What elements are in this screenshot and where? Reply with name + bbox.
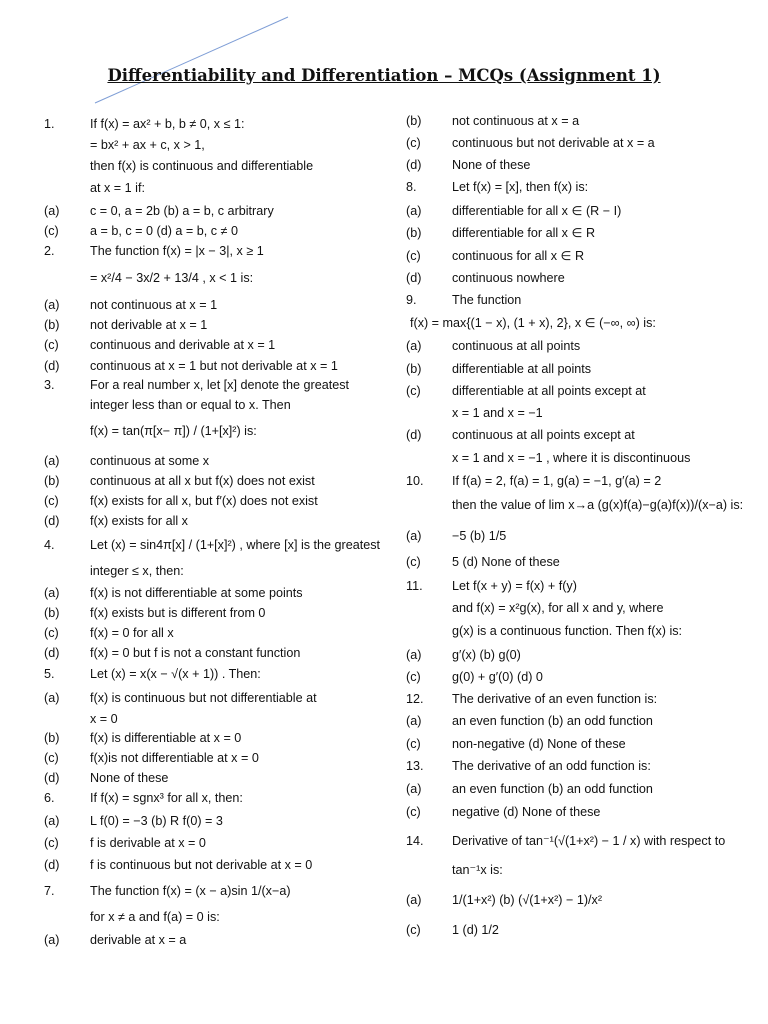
- item-label: (a): [406, 339, 422, 353]
- item-text: an even function (b) an odd function: [452, 782, 653, 796]
- item-label: (b): [44, 731, 60, 745]
- item-label: (b): [406, 114, 422, 128]
- item-text: f(x) is not differentiable at some points: [90, 586, 303, 600]
- item-label: 6.: [44, 791, 55, 805]
- item-text: then f(x) is continuous and differentiable: [90, 159, 314, 173]
- item-text: Let f(x + y) = f(x) + f(y): [452, 579, 577, 593]
- item-text: The function f(x) = |x − 3|, x ≥ 1: [90, 244, 264, 258]
- item-text: Derivative of tan⁻¹(√(1+x²) − 1 / x) with respect to: [452, 834, 726, 848]
- item-text: differentiable at all points except at: [452, 384, 646, 398]
- item-text: continuous and derivable at x = 1: [90, 338, 276, 352]
- item-text: negative (d) None of these: [452, 805, 601, 819]
- item-text: not continuous at x = a: [452, 114, 580, 128]
- item-text: x = 1 and x = −1 , where it is discontinuous: [452, 451, 691, 465]
- item-text: 1 (d) 1/2: [452, 923, 499, 937]
- item-label: (a): [44, 933, 60, 947]
- item-text: The derivative of an even function is:: [452, 692, 658, 706]
- item-label: (d): [406, 428, 422, 442]
- item-label: (c): [406, 670, 421, 684]
- item-label: (a): [44, 204, 60, 218]
- item-label: 11.: [406, 579, 423, 593]
- item-text: Let f(x) = [x], then f(x) is:: [452, 180, 589, 194]
- item-text: differentiable at all points: [452, 362, 592, 376]
- item-label: (c): [406, 805, 421, 819]
- item-label: (c): [406, 384, 421, 398]
- item-text: The function f(x) = (x − a)sin 1/(x−a): [90, 884, 291, 898]
- item-text: a = b, c = 0 (d) a = b, c ≠ 0: [90, 224, 238, 238]
- item-label: (a): [44, 586, 60, 600]
- item-label: (c): [44, 338, 59, 352]
- page-title: Differentiability and Differentiation – MCQs (Assignment 1): [107, 66, 661, 85]
- item-text: continuous at all x but f(x) does not exist: [90, 474, 315, 488]
- item-text: If f(a) = 2, f(a) = 1, g(a) = −1, g′(a) = 2: [452, 474, 662, 488]
- item-label: (d): [44, 646, 60, 660]
- item-text: The function: [452, 293, 522, 307]
- item-text: tan⁻¹x is:: [452, 863, 503, 877]
- item-label: (b): [406, 226, 422, 240]
- item-label: (a): [406, 529, 422, 543]
- item-label: (c): [44, 836, 59, 850]
- item-label: 10.: [406, 474, 424, 488]
- item-label: (c): [406, 737, 421, 751]
- item-text: f(x) exists for all x: [90, 514, 188, 528]
- item-label: 4.: [44, 538, 55, 552]
- item-label: (b): [406, 362, 422, 376]
- item-text: differentiable for all x ∈ R: [452, 226, 596, 240]
- item-text: f is derivable at x = 0: [90, 836, 206, 850]
- item-label: (a): [406, 893, 422, 907]
- item-text: Let (x) = x(x − √(x + 1)) . Then:: [90, 667, 261, 681]
- item-label: (d): [44, 359, 60, 373]
- item-text: differentiable for all x ∈ (R − I): [452, 204, 622, 218]
- item-text: integer less than or equal to x. Then: [90, 398, 291, 412]
- item-text: not continuous at x = 1: [90, 298, 218, 312]
- item-text: derivable at x = a: [90, 933, 187, 947]
- item-label: (b): [44, 318, 60, 332]
- item-text: g(0) + g′(0) (d) 0: [452, 670, 543, 684]
- item-text: g′(x) (b) g(0): [452, 648, 521, 662]
- item-label: (b): [44, 474, 60, 488]
- item-text: c = 0, a = 2b (b) a = b, c arbitrary: [90, 204, 274, 218]
- item-label: (a): [44, 454, 60, 468]
- item-label: (c): [406, 923, 421, 937]
- item-label: (a): [406, 648, 422, 662]
- item-text: continuous at all points: [452, 339, 581, 353]
- item-text: 1/(1+x²) (b) (√(1+x²) − 1)/x²: [452, 893, 603, 907]
- item-text: then the value of lim x→a (g(x)f(a)−g(a)f(x))/(x−a) is:: [452, 498, 744, 512]
- item-text: for x ≠ a and f(a) = 0 is:: [90, 910, 220, 924]
- item-label: 14.: [406, 834, 424, 848]
- item-text: f(x) exists for all x, but f′(x) does not exist: [90, 494, 318, 508]
- item-text: f(x) = 0 but f is not a constant function: [90, 646, 301, 660]
- item-text: f(x) = tan(π[x− π]) / (1+[x]²) is:: [90, 424, 257, 438]
- item-label: 8.: [406, 180, 417, 194]
- item-text: at x = 1 if:: [90, 181, 145, 195]
- item-text: x = 0: [90, 712, 118, 726]
- item-label: 5.: [44, 667, 55, 681]
- item-label: (a): [44, 814, 60, 828]
- item-label: (a): [406, 204, 422, 218]
- item-text: The derivative of an odd function is:: [452, 759, 651, 773]
- item-text: f(x) is differentiable at x = 0: [90, 731, 242, 745]
- item-text: and f(x) = x²g(x), for all x and y, where: [452, 601, 664, 615]
- item-text: continuous at some x: [90, 454, 210, 468]
- item-text: 5 (d) None of these: [452, 555, 560, 569]
- item-label: (c): [44, 626, 59, 640]
- item-text: not derivable at x = 1: [90, 318, 208, 332]
- item-label: 7.: [44, 884, 55, 898]
- item-text: −5 (b) 1/5: [452, 529, 507, 543]
- item-text: f(x) exists but is different from 0: [90, 606, 266, 620]
- item-label: 2.: [44, 244, 55, 258]
- item-text: = bx² + ax + c, x > 1,: [90, 138, 205, 152]
- item-label: (c): [406, 249, 421, 263]
- item-text: non-negative (d) None of these: [452, 737, 626, 751]
- item-label: (a): [44, 298, 60, 312]
- item-label: (d): [406, 271, 422, 285]
- item-text: f(x) = 0 for all x: [90, 626, 174, 640]
- item-text: integer ≤ x, then:: [90, 564, 184, 578]
- item-label: 1.: [44, 117, 55, 131]
- item-text: g(x) is a continuous function. Then f(x) is:: [452, 624, 683, 638]
- item-text: None of these: [452, 158, 531, 172]
- item-label: (a): [406, 782, 422, 796]
- item-label: (c): [406, 136, 421, 150]
- item-text: f(x) = max{(1 − x), (1 + x), 2}, x ∈ (−∞, ∞) is:: [410, 316, 656, 330]
- item-label: 3.: [44, 378, 55, 392]
- item-text: = x²/4 − 3x/2 + 13/4 , x < 1 is:: [90, 271, 254, 285]
- item-label: 13.: [406, 759, 424, 773]
- item-text: f is continuous but not derivable at x = 0: [90, 858, 313, 872]
- item-label: (d): [44, 514, 60, 528]
- item-label: (d): [44, 858, 60, 872]
- item-text: If f(x) = sgnx³ for all x, then:: [90, 791, 243, 805]
- item-label: (c): [44, 751, 59, 765]
- item-label: 12.: [406, 692, 424, 706]
- item-label: (d): [406, 158, 422, 172]
- item-label: (a): [406, 714, 422, 728]
- item-text: If f(x) = ax² + b, b ≠ 0, x ≤ 1:: [90, 117, 245, 131]
- item-text: None of these: [90, 771, 169, 785]
- item-text: continuous but not derivable at x = a: [452, 136, 655, 150]
- item-text: continuous at all points except at: [452, 428, 635, 442]
- item-label: (a): [44, 691, 60, 705]
- item-label: 9.: [406, 293, 417, 307]
- item-text: an even function (b) an odd function: [452, 714, 653, 728]
- item-text: For a real number x, let [x] denote the greatest: [90, 378, 350, 392]
- item-text: x = 1 and x = −1: [452, 406, 543, 420]
- item-text: f(x)is not differentiable at x = 0: [90, 751, 259, 765]
- item-text: f(x) is continuous but not differentiable at: [90, 691, 317, 705]
- item-text: Let (x) = sin4π[x] / (1+[x]²) , where [x] is the greatest: [90, 538, 381, 552]
- item-text: continuous nowhere: [452, 271, 565, 285]
- item-text: continuous for all x ∈ R: [452, 249, 585, 263]
- item-label: (c): [44, 494, 59, 508]
- item-label: (d): [44, 771, 60, 785]
- item-label: (c): [44, 224, 59, 238]
- item-label: (b): [44, 606, 60, 620]
- item-text: L f(0) = −3 (b) R f(0) = 3: [90, 814, 223, 828]
- item-text: continuous at x = 1 but not derivable at x = 1: [90, 359, 338, 373]
- item-label: (c): [406, 555, 421, 569]
